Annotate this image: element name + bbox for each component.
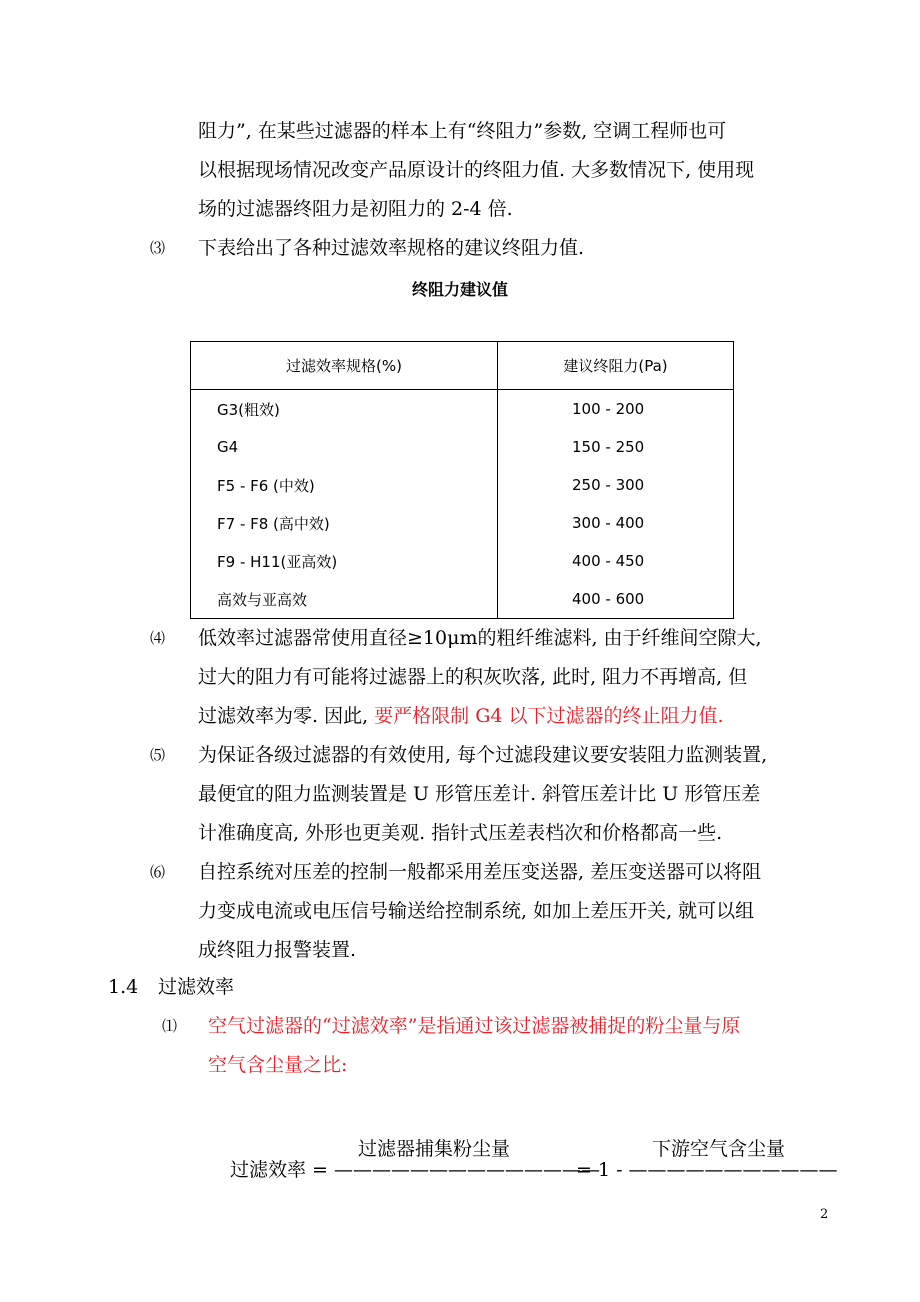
item-1-number: ⑴: [162, 1017, 178, 1035]
intro-line-3: 场的过滤器终阻力是初阻力的 2-4 倍.: [198, 198, 513, 220]
item-1-line-1: 空气过滤器的“过滤效率”是指通过该过滤器被捕捉的粉尘量与原: [208, 1015, 741, 1037]
formula-numerator-2: 下游空气含尘量: [652, 1138, 786, 1160]
table-caption: 终阻力建议值: [411, 280, 508, 299]
item-6-line-2: 力变成电流或电压信号输送给控制系统, 如加上差压开关, 就可以组: [198, 900, 755, 922]
formula-numerator-1: 过滤器捕集粉尘量: [358, 1138, 511, 1160]
item-4-highlight: 要严格限制 G4 以下过滤器的终止阻力值.: [374, 705, 724, 727]
formula-lhs: 过滤效率 = ——————————————: [230, 1159, 600, 1181]
intro-line-1: 阻力”, 在某些过滤器的样本上有“终阻力”参数, 空调工程师也可: [198, 120, 727, 142]
table-row: [191, 466, 734, 504]
section-title: 过滤效率: [158, 976, 235, 998]
item-6-line-1: 自控系统对压差的控制一般都采用差压变送器, 差压变送器可以将阻: [198, 861, 762, 883]
table-cell-resistance: 250 - 300: [572, 476, 645, 494]
resistance-table: [190, 341, 734, 619]
table-cell-spec: G3(粗效): [191, 390, 498, 429]
table-row: [191, 428, 734, 466]
item-4-number: ⑷: [150, 629, 166, 647]
item-5-line-3: 计准确度高, 外形也更美观. 指针式压差表档次和价格都高一些.: [198, 822, 723, 844]
item-5-number: ⑸: [150, 746, 166, 764]
table-row: [191, 390, 734, 429]
table-cell-spec: G4: [191, 428, 498, 466]
table-cell-resistance: 100 - 200: [572, 400, 645, 418]
table-header-row: [191, 342, 734, 390]
item-4-line-3-plain: 过滤效率为零. 因此,: [198, 705, 375, 727]
formula-rhs: = 1 - ———————————: [576, 1159, 838, 1181]
intro-line-2: 以根据现场情况改变产品原设计的终阻力值. 大多数情况下, 使用现: [198, 159, 755, 181]
item-5-line-1: 为保证各级过滤器的有效使用, 每个过滤段建议要安装阻力监测装置,: [198, 744, 768, 766]
table-cell-spec: F7 - F8 (高中效): [191, 504, 498, 542]
table-cell-spec: 高效与亚高效: [191, 580, 498, 619]
item-4-line-2: 过大的阻力有可能将过滤器上的积灰吹落, 此时, 阻力不再增高, 但: [198, 666, 748, 688]
table-cell-resistance: 300 - 400: [572, 514, 645, 532]
table-header-spec: 过滤效率规格(%): [191, 342, 498, 390]
table-row: [191, 580, 734, 619]
table-cell-spec: F9 - H11(亚高效): [191, 542, 498, 580]
item-1-line-2: 空气含尘量之比:: [208, 1054, 348, 1076]
table-header-resistance: 建议终阻力(Pa): [498, 342, 734, 390]
table-cell-spec: F5 - F6 (中效): [191, 466, 498, 504]
item-4-line-3: [198, 703, 724, 729]
item-5-line-2: 最便宜的阻力监测装置是 U 形管压差计. 斜管压差计比 U 形管压差: [198, 783, 761, 805]
table-row: [191, 504, 734, 542]
page-number: 2: [820, 1207, 829, 1222]
table-cell-resistance: 150 - 250: [572, 438, 645, 456]
table-row: [191, 542, 734, 580]
table-cell-resistance: 400 - 600: [572, 590, 645, 608]
section-number: 1.4: [108, 976, 139, 998]
item-3-text: 下表给出了各种过滤效率规格的建议终阻力值.: [198, 237, 585, 259]
table-cell-resistance: 400 - 450: [572, 552, 645, 570]
item-4-line-1: 低效率过滤器常使用直径≥10μm的粗纤维滤料, 由于纤维间空隙大,: [198, 627, 762, 649]
item-6-line-3: 成终阻力报警装置.: [198, 939, 357, 961]
item-3-number: ⑶: [150, 239, 166, 257]
item-6-number: ⑹: [150, 863, 166, 881]
